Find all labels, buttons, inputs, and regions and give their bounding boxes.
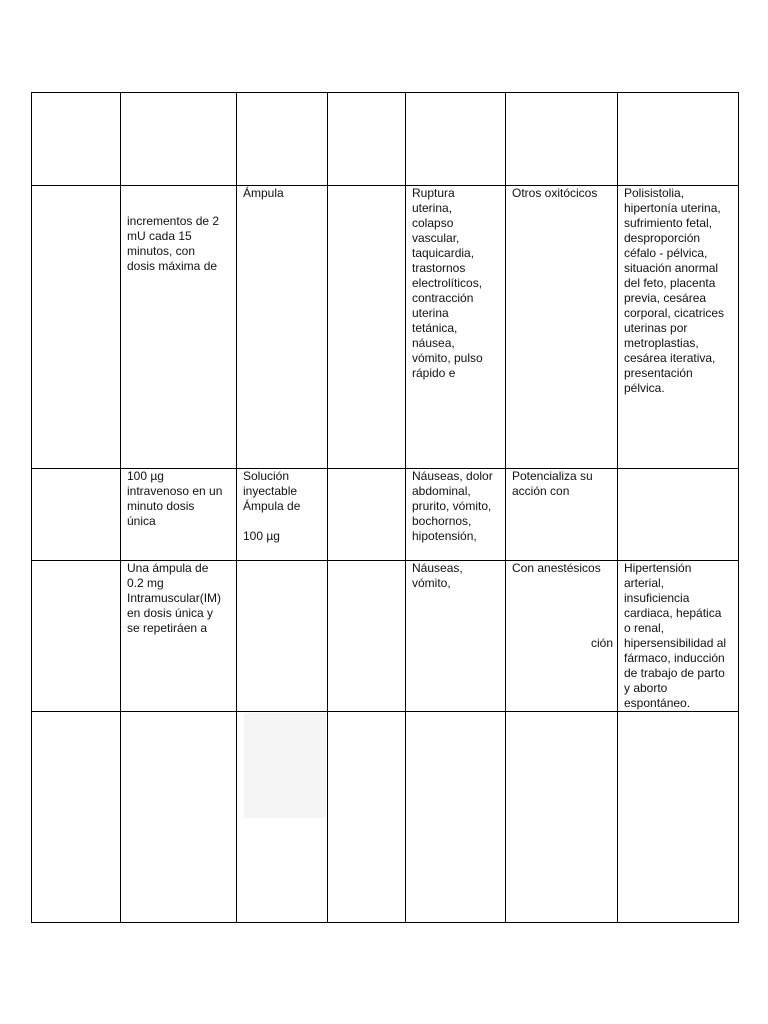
- dose-text: Una ámpula de 0.2 mg Intramuscular(IM) en dosis única y se repetiráen a: [127, 561, 222, 635]
- table-cell: [328, 469, 406, 561]
- presentation-text: Solución inyectable Ámpula de: [243, 469, 301, 513]
- table-cell: [506, 561, 618, 712]
- presentation-text: Ámpula: [243, 186, 284, 200]
- adverse-effects-text: Náuseas, dolor abdominal, prurito, vómito, bochornos, hipotensión,: [412, 469, 493, 543]
- table-cell: [618, 186, 739, 469]
- table-cell: [32, 93, 121, 186]
- table-cell: [406, 561, 506, 712]
- table-cell: [328, 561, 406, 712]
- table-cell: [506, 469, 618, 561]
- table-cell: [406, 469, 506, 561]
- table-cell: [618, 712, 739, 923]
- adverse-effects-text: Náuseas, vómito,: [412, 561, 463, 590]
- table-cell: [328, 712, 406, 923]
- table-cell: [618, 561, 739, 712]
- table-cell: [618, 93, 739, 186]
- dose-text: incrementos de 2 mU cada 15 minutos, con dosis máxima de: [127, 214, 220, 273]
- table-row: [32, 469, 739, 561]
- table-cell: [506, 186, 618, 469]
- presentation-amount: 100 µg: [243, 529, 280, 543]
- table-cell: [121, 93, 237, 186]
- table-cell: [237, 186, 328, 469]
- table-cell: [32, 712, 121, 923]
- table-cell: [121, 469, 237, 561]
- image-placeholder: [244, 713, 326, 818]
- dose-text: 100 µg intravenoso en un minuto dosis única: [127, 469, 223, 528]
- table-cell: [618, 469, 739, 561]
- table-cell: [32, 186, 121, 469]
- interactions-text-fragment: ción: [590, 636, 613, 650]
- adverse-effects-text: Ruptura uterina, colapso vascular, taquicardia, trastornos electrolíticos, contracción uterina tetánica, náusea, vómito, pulso rápido e: [412, 186, 483, 380]
- table-cell: [237, 561, 328, 712]
- table-row: [32, 561, 739, 712]
- table-cell: [32, 469, 121, 561]
- table-cell: [406, 186, 506, 469]
- table-row: [32, 712, 739, 923]
- table-row: [32, 93, 739, 186]
- table-cell: [406, 93, 506, 186]
- table-cell: [328, 93, 406, 186]
- table-cell: [237, 712, 328, 923]
- contraindications-text: Hipertensión arterial, insuficiencia cardiaca, hepática o renal, hipersensibilidad al fármaco, inducción de trabajo de parto y aborto espontáneo.: [624, 561, 727, 710]
- medication-table: [31, 92, 739, 923]
- table-cell: [328, 186, 406, 469]
- table-cell: [121, 561, 237, 712]
- table-cell: [121, 712, 237, 923]
- table-cell: [237, 469, 328, 561]
- table-cell: [32, 561, 121, 712]
- table-cell: [506, 93, 618, 186]
- table-row: [32, 186, 739, 469]
- interactions-text: Potencializa su acción con: [512, 469, 593, 498]
- table-cell: [506, 712, 618, 923]
- table-cell: [237, 93, 328, 186]
- interactions-text: Con anestésicos: [512, 561, 601, 575]
- contraindications-text: Polisistolia, hipertonía uterina, sufrimiento fetal, desproporción céfalo - pélvica, situación anormal del feto, placenta previa, cesárea corporal, cicatrices uterinas por metroplastias, cesárea iterativa, presentación pélvica.: [624, 186, 725, 395]
- interactions-text: Otros oxitócicos: [512, 186, 598, 200]
- table-cell: [121, 186, 237, 469]
- table-cell: [406, 712, 506, 923]
